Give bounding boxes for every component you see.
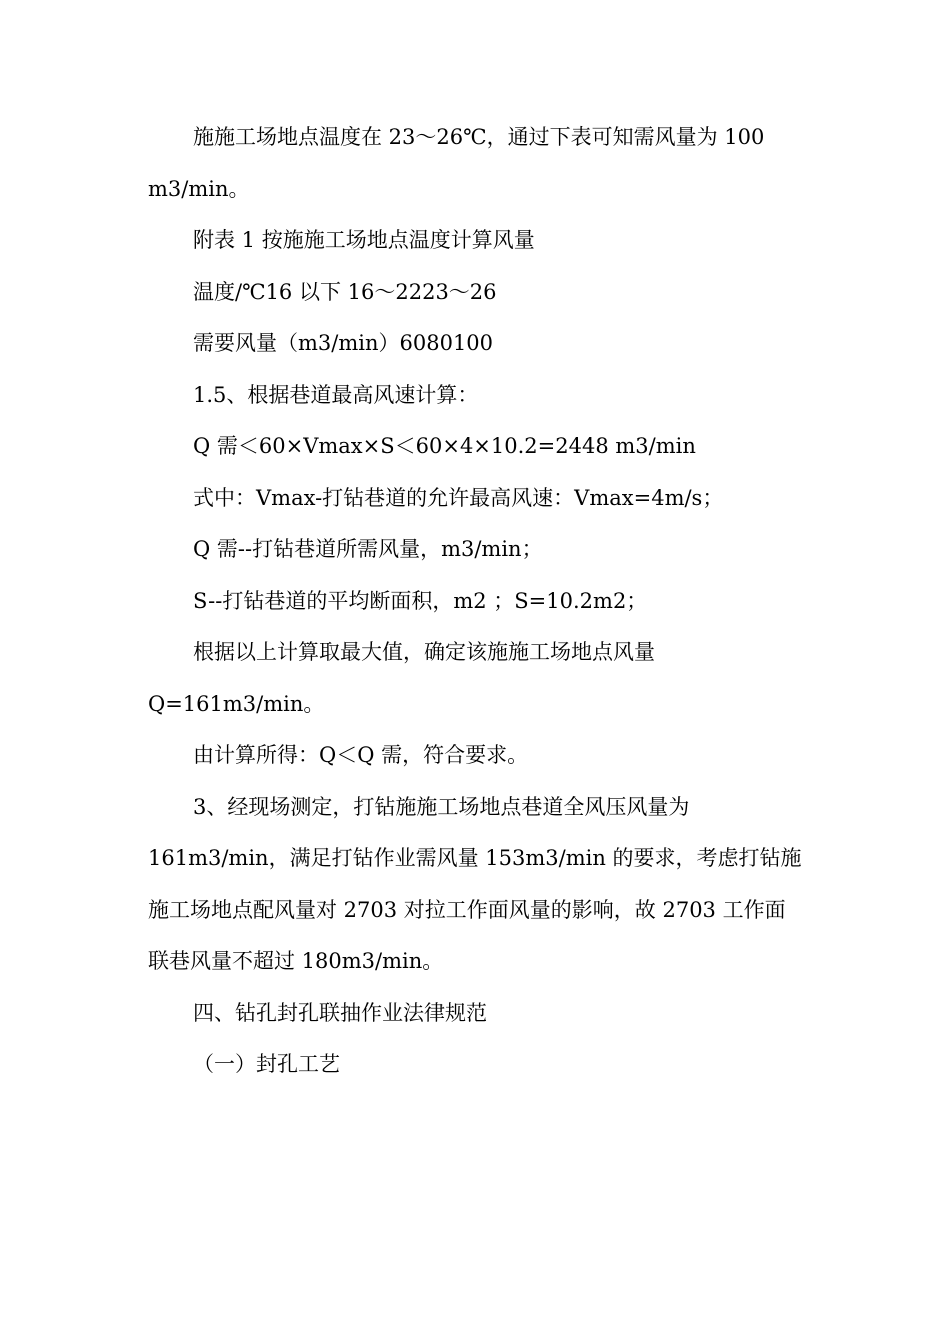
paragraph-line: 3、经现场测定，打钻施施工场地点巷道全风压风量为 [193, 794, 690, 819]
subsection-heading: （一）封孔工艺 [193, 1052, 340, 1076]
document-body [148, 112, 800, 1091]
definition-line: Q 需--打钻巷道所需风量，m3/min； [193, 537, 543, 561]
section-heading: 1.5、根据巷道最高风速计算： [193, 382, 479, 407]
table-row-airflow: 需要风量（m3/min）6080100 [193, 331, 494, 355]
paragraph-line: 根据以上计算取最大值，确定该施施工场地点风量 [193, 640, 655, 664]
table-caption: 附表 1 按施施工场地点温度计算风量 [193, 228, 535, 252]
definition-line: 式中：Vmax-打钻巷道的允许最高风速：Vmax=4m/s； [193, 485, 724, 510]
definition-line: S--打钻巷道的平均断面积，m2 ；S=10.2m2； [193, 588, 648, 613]
paragraph-line: 施施工场地点温度在 23～26℃，通过下表可知需风量为 100 [193, 125, 765, 149]
chapter-heading: 四、钻孔封孔联抽作业法律规范 [193, 1000, 487, 1025]
paragraph-line: 161m3/min，满足打钻作业需风量 153m3/min 的要求，考虑打钻施 [148, 846, 802, 870]
formula-line: Q 需＜60×Vmax×S＜60×4×10.2=2448 m3/min [193, 434, 696, 458]
paragraph-line: 施工场地点配风量对 2703 对拉工作面风量的影响，故 2703 工作面 [148, 897, 786, 922]
paragraph-line: m3/min。 [148, 176, 250, 201]
paragraph-line: 联巷风量不超过 180m3/min。 [148, 949, 444, 973]
table-row-temperature: 温度/℃16 以下 16～2223～26 [193, 279, 497, 304]
paragraph-line: Q=161m3/min。 [148, 691, 325, 716]
paragraph-line: 由计算所得：Q＜Q 需，符合要求。 [193, 743, 529, 767]
